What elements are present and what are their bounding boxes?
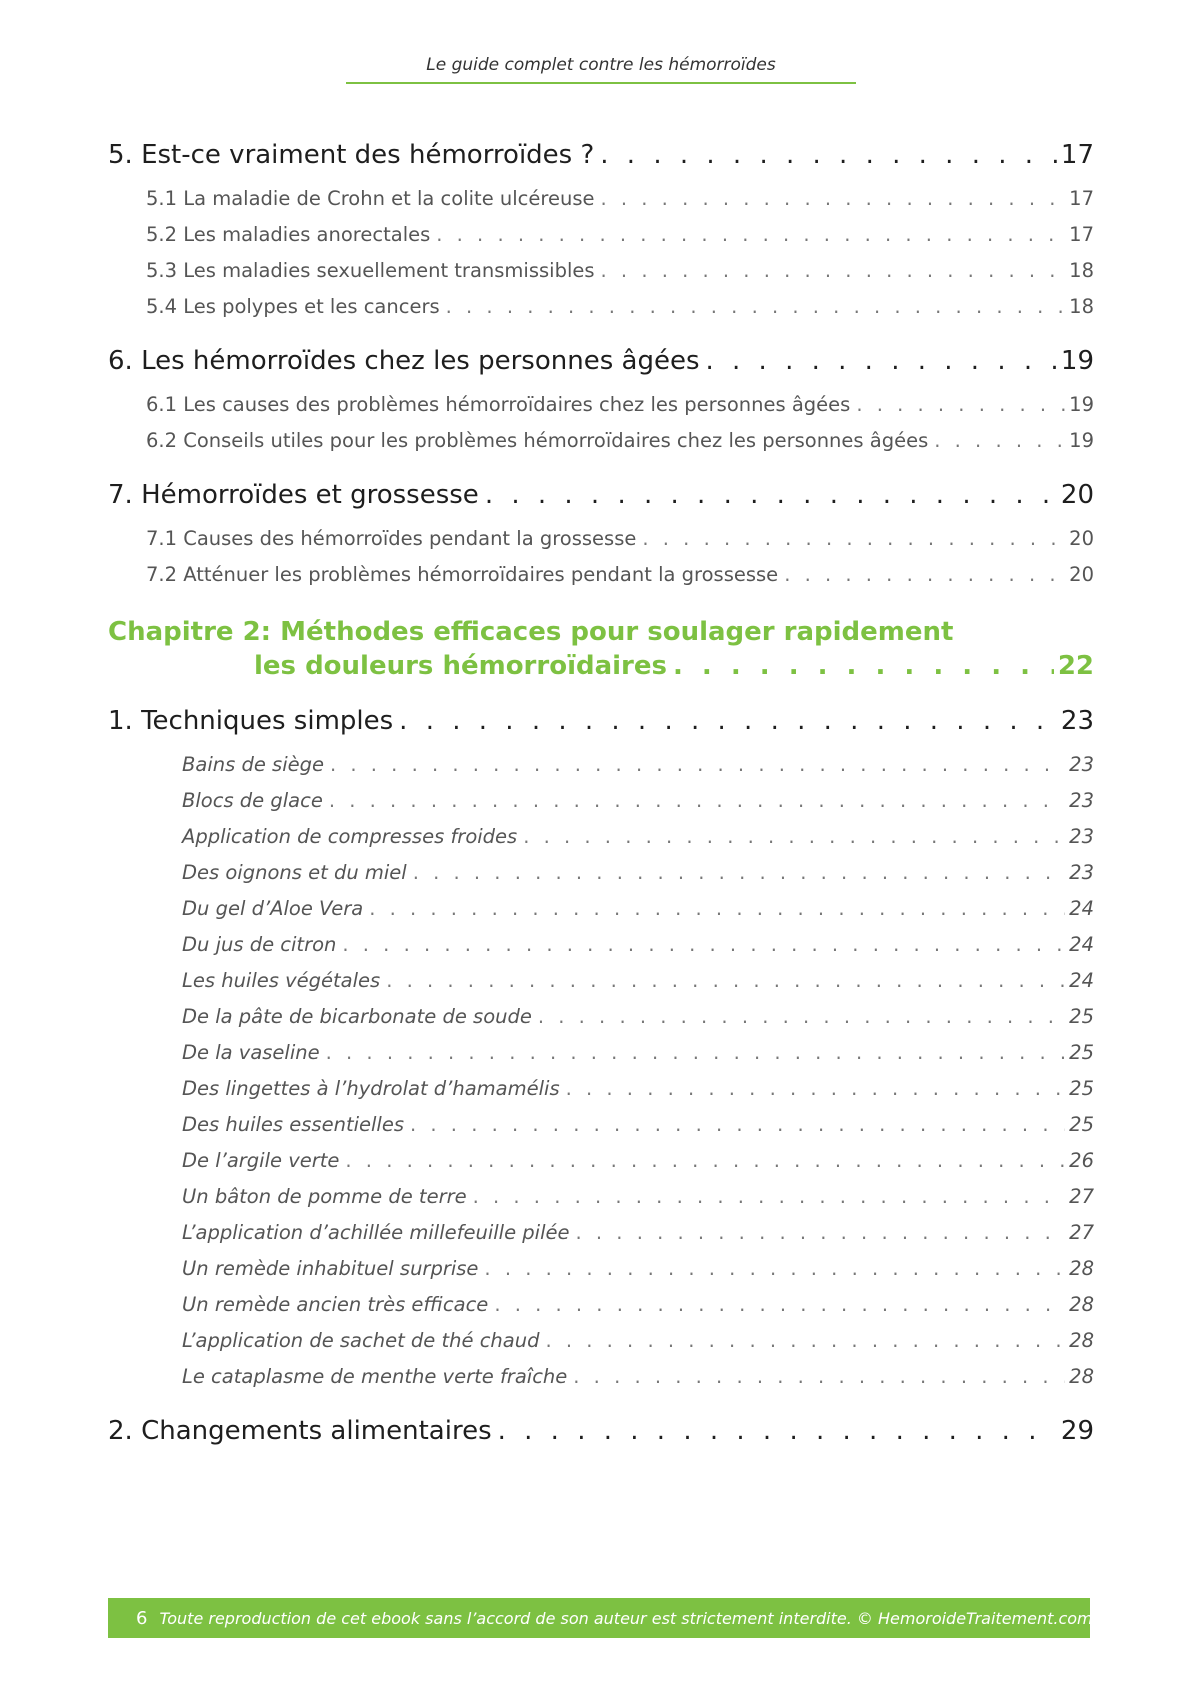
dot-leader — [488, 1293, 1065, 1316]
toc-title: De l’argile verte — [182, 1149, 340, 1172]
toc-title: 6.2 Conseils utiles pour les problèmes hémorroïdaires chez les personnes âgées — [146, 429, 929, 452]
toc-title: 7. Hémorroïdes et grossesse — [108, 480, 479, 510]
toc-title: Un bâton de pomme de terre — [182, 1185, 467, 1208]
toc-item[interactable] — [108, 1221, 1094, 1257]
footer-bar — [108, 1598, 1093, 1638]
toc-page: 19 — [1060, 346, 1094, 376]
toc-item[interactable] — [108, 1257, 1094, 1293]
dot-leader — [636, 527, 1065, 550]
dot-leader — [700, 346, 1057, 376]
dot-leader — [407, 861, 1065, 884]
toc-title: Des lingettes à l’hydrolat d’hamamélis — [182, 1077, 560, 1100]
toc-item[interactable] — [108, 933, 1094, 969]
dot-leader — [778, 563, 1065, 586]
toc-item[interactable] — [108, 825, 1094, 861]
toc-title: Des oignons et du miel — [182, 861, 407, 884]
toc-title: les douleurs hémorroïdaires — [254, 651, 667, 681]
toc-section-5[interactable] — [108, 140, 1094, 176]
toc-title: De la pâte de bicarbonate de soude — [182, 1005, 532, 1028]
dot-leader — [667, 651, 1054, 681]
toc-page: 22 — [1057, 651, 1094, 681]
toc-item[interactable] — [108, 1293, 1094, 1329]
toc-page: 17 — [1069, 223, 1094, 246]
toc-subsection[interactable] — [108, 187, 1094, 223]
toc-title: 5.3 Les maladies sexuellement transmissibles — [146, 259, 595, 282]
dot-leader — [320, 1041, 1066, 1064]
toc-subsection[interactable] — [108, 563, 1094, 599]
dot-leader — [324, 753, 1065, 776]
toc-page: 25 — [1069, 1005, 1094, 1028]
dot-leader — [479, 480, 1057, 510]
toc-page: 27 — [1069, 1221, 1094, 1244]
toc-title: Bains de siège — [182, 753, 324, 776]
toc-title: L’application d’achillée millefeuille pilée — [182, 1221, 570, 1244]
toc-title: Application de compresses froides — [182, 825, 518, 848]
toc-item[interactable] — [108, 1041, 1094, 1077]
toc-page: 28 — [1069, 1257, 1094, 1280]
chapter-title-line2 — [108, 651, 1094, 691]
dot-leader — [478, 1257, 1065, 1280]
dot-leader — [380, 969, 1065, 992]
toc-title: Le cataplasme de menthe verte fraîche — [182, 1365, 568, 1388]
toc-page: 17 — [1060, 140, 1094, 170]
dot-leader — [430, 223, 1065, 246]
toc-subsection[interactable] — [108, 295, 1094, 331]
toc-title: Un remède ancien très efficace — [182, 1293, 489, 1316]
dot-leader — [539, 1329, 1065, 1352]
toc-page: 18 — [1069, 259, 1094, 282]
toc-subsection[interactable] — [108, 223, 1094, 259]
toc-page: 25 — [1069, 1077, 1094, 1100]
toc-title: 5.2 Les maladies anorectales — [146, 223, 431, 246]
toc-page: 19 — [1069, 429, 1094, 452]
toc-page: 23 — [1069, 753, 1094, 776]
toc-page: 24 — [1069, 897, 1094, 920]
toc-item[interactable] — [108, 1005, 1094, 1041]
toc-item[interactable] — [108, 1149, 1094, 1185]
toc-item[interactable] — [108, 1329, 1094, 1365]
toc-title: 1. Techniques simples — [108, 706, 394, 736]
dot-leader — [594, 140, 1057, 170]
toc-page: 26 — [1069, 1149, 1094, 1172]
toc-title: Du jus de citron — [182, 933, 337, 956]
dot-leader — [850, 393, 1065, 416]
toc-page: 25 — [1069, 1113, 1094, 1136]
dot-leader — [928, 429, 1065, 452]
toc-section-1[interactable] — [108, 706, 1094, 742]
toc-page: 28 — [1069, 1365, 1094, 1388]
toc-item[interactable] — [108, 969, 1094, 1005]
toc-title: Du gel d’Aloe Vera — [182, 897, 364, 920]
toc-title: Blocs de glace — [182, 789, 323, 812]
dot-leader — [570, 1221, 1066, 1244]
toc-title: 2. Changements alimentaires — [108, 1416, 492, 1446]
toc-page: 29 — [1060, 1416, 1094, 1446]
toc-title: L’application de sachet de thé chaud — [182, 1329, 540, 1352]
dot-leader — [323, 789, 1065, 812]
toc-item[interactable] — [108, 753, 1094, 789]
running-header: Le guide complet contre les hémorroïdes — [346, 52, 856, 84]
toc-page: 17 — [1069, 187, 1094, 210]
toc-section-6[interactable] — [108, 346, 1094, 382]
toc-page: 25 — [1069, 1041, 1094, 1064]
toc-subsection[interactable] — [108, 527, 1094, 563]
toc-chapter-2[interactable] — [108, 614, 1094, 691]
table-of-contents — [108, 140, 1094, 1463]
toc-item[interactable] — [108, 789, 1094, 825]
toc-item[interactable] — [108, 897, 1094, 933]
toc-item[interactable] — [108, 861, 1094, 897]
dot-leader — [595, 259, 1066, 282]
page-number: 6 — [136, 1607, 148, 1629]
toc-page: 23 — [1069, 861, 1094, 884]
dot-leader — [532, 1005, 1065, 1028]
toc-page: 20 — [1060, 480, 1094, 510]
dot-leader — [492, 1416, 1057, 1446]
toc-item[interactable] — [108, 1185, 1094, 1221]
toc-page: 24 — [1069, 933, 1094, 956]
toc-page: 20 — [1069, 563, 1094, 586]
toc-title: 5.4 Les polypes et les cancers — [146, 295, 440, 318]
dot-leader — [594, 187, 1065, 210]
toc-subsection[interactable] — [108, 393, 1094, 429]
toc-item[interactable] — [108, 1113, 1094, 1149]
toc-section-7[interactable] — [108, 480, 1094, 516]
toc-page: 19 — [1069, 393, 1094, 416]
dot-leader — [393, 706, 1057, 736]
toc-title: 6.1 Les causes des problèmes hémorroïdaires chez les personnes âgées — [146, 393, 851, 416]
toc-item[interactable] — [108, 1077, 1094, 1113]
dot-leader — [517, 825, 1065, 848]
dot-leader — [560, 1077, 1066, 1100]
toc-page: 23 — [1069, 825, 1094, 848]
copyright-notice: Toute reproduction de cet ebook sans l’accord de son auteur est strictement interdite. © HemoroideTraitement.com — [159, 1608, 1093, 1628]
toc-subsection[interactable] — [108, 259, 1094, 295]
toc-section-2[interactable] — [108, 1416, 1094, 1452]
toc-title: De la vaseline — [182, 1041, 320, 1064]
dot-leader — [404, 1113, 1065, 1136]
toc-page: 23 — [1060, 706, 1094, 736]
toc-title: 7.2 Atténuer les problèmes hémorroïdaires pendant la grossesse — [146, 563, 779, 586]
toc-title: 5.1 La maladie de Crohn et la colite ulcéreuse — [146, 187, 595, 210]
toc-title: Les huiles végétales — [182, 969, 381, 992]
toc-title: 5. Est-ce vraiment des hémorroïdes ? — [108, 140, 595, 170]
toc-item[interactable] — [108, 1365, 1094, 1401]
toc-page: 24 — [1069, 969, 1094, 992]
toc-title: Des huiles essentielles — [182, 1113, 405, 1136]
dot-leader — [339, 1149, 1065, 1172]
toc-title: 7.1 Causes des hémorroïdes pendant la grossesse — [146, 527, 637, 550]
toc-title: 6. Les hémorroïdes chez les personnes âgées — [108, 346, 700, 376]
dot-leader — [467, 1185, 1066, 1208]
toc-page: 28 — [1069, 1329, 1094, 1352]
dot-leader — [567, 1365, 1065, 1388]
toc-page: 27 — [1069, 1185, 1094, 1208]
toc-page: 28 — [1069, 1293, 1094, 1316]
toc-page: 18 — [1069, 295, 1094, 318]
chapter-title-line1: Chapitre 2: Méthodes efficaces pour soulager rapidement — [108, 617, 954, 647]
toc-subsection[interactable] — [108, 429, 1094, 465]
toc-page: 23 — [1069, 789, 1094, 812]
dot-leader — [363, 897, 1065, 920]
dot-leader — [440, 295, 1066, 318]
toc-title: Un remède inhabituel surprise — [182, 1257, 479, 1280]
toc-page: 20 — [1069, 527, 1094, 550]
dot-leader — [336, 933, 1065, 956]
